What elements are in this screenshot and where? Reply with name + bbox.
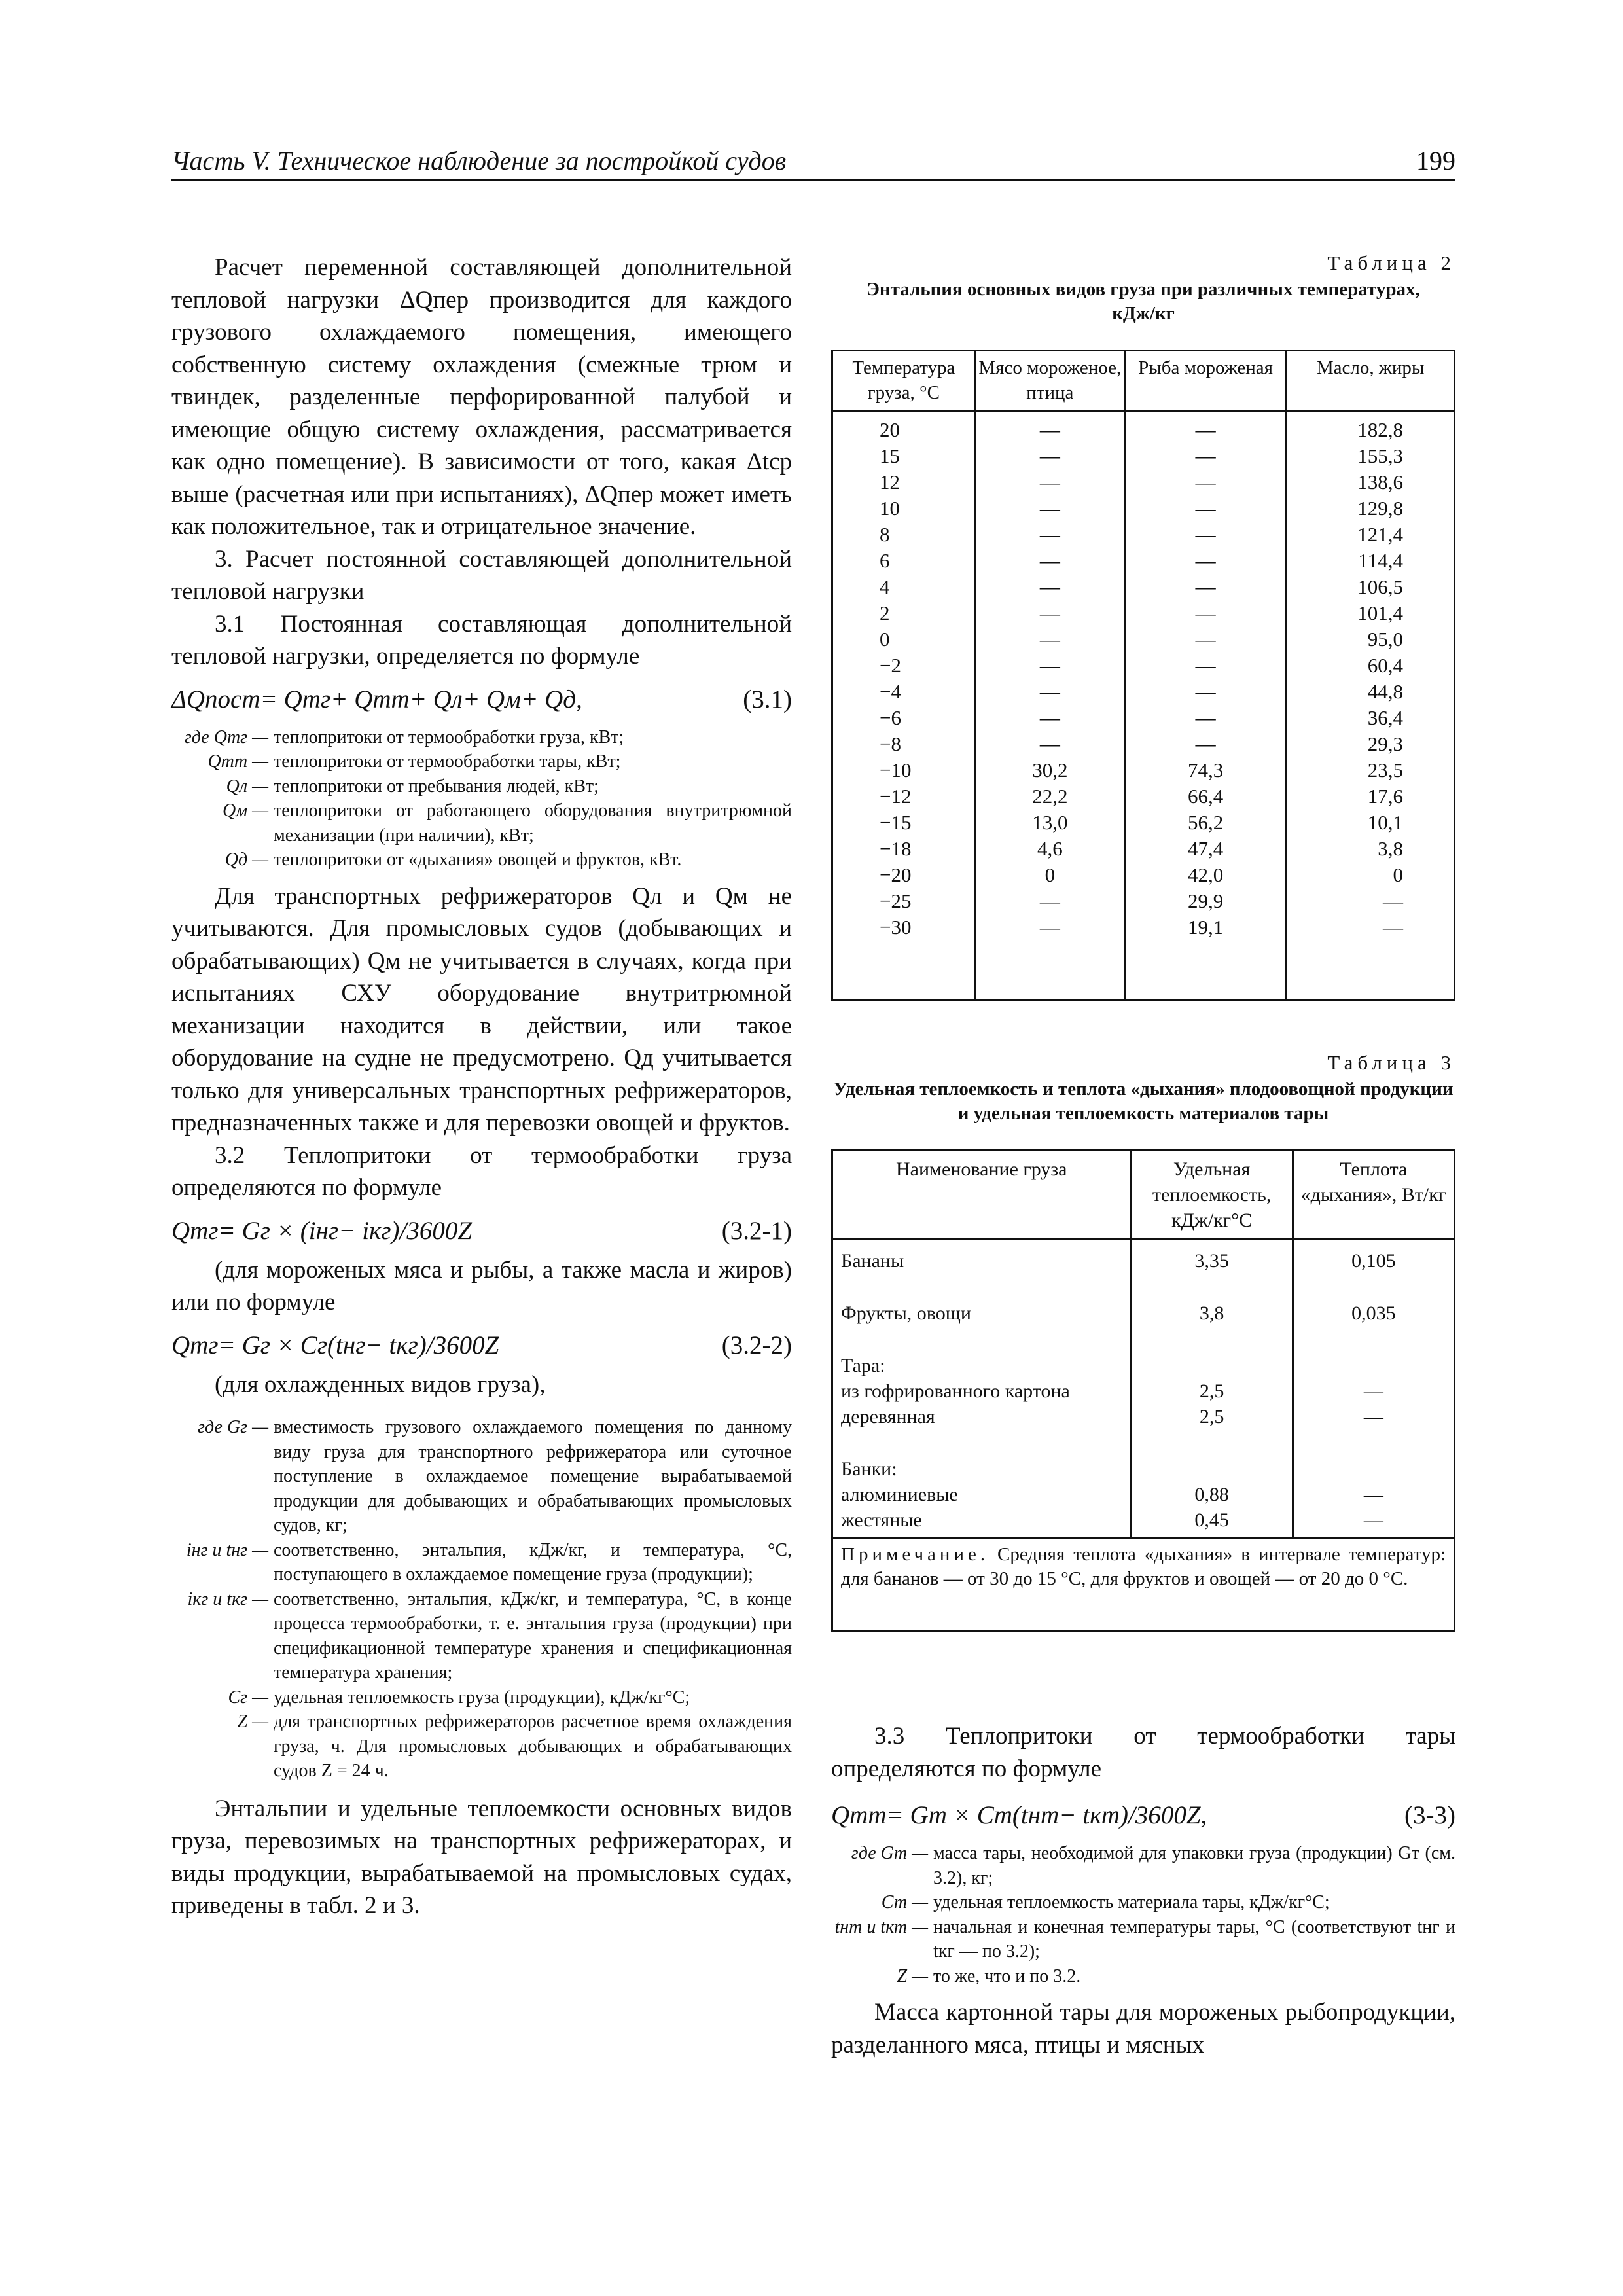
formula-3-2-1-number: (3.2-1) [721, 1216, 792, 1245]
table-3-note [832, 1538, 1455, 1632]
table-2-value-temp: 20 [880, 418, 900, 441]
definitions-3-2 [171, 1415, 792, 1784]
formula-3-2-2-number: (3.2-2) [721, 1331, 792, 1359]
table-2-value-meat: 22,2 [1032, 785, 1068, 808]
table-2-value-meat: — [1039, 471, 1060, 493]
definition-symbol: Qм — [223, 800, 268, 821]
table-3-label: Таблица 3 [1327, 1051, 1455, 1074]
definition-item [831, 1841, 1455, 1890]
table-2-block [831, 251, 1455, 1001]
table-2-value-temp: 2 [880, 601, 890, 624]
table-3-wood-resp: — [1363, 1406, 1383, 1427]
table-3-tin-resp: — [1363, 1509, 1383, 1531]
definition-text: теплопритоки от «дыхания» овощей и фруктов, кВт. [274, 850, 682, 870]
table-2-value-butter: 23,5 [1367, 759, 1403, 781]
table-3-header-respiration: Теплота «дыхания», Вт/кг [1293, 1151, 1454, 1240]
definition-item [831, 1964, 1455, 1989]
definition-symbol: где Qтг — [184, 726, 268, 747]
paragraph-chilled: (для охлажденных видов груза), [215, 1371, 546, 1398]
definition-text: теплопритоки от термообработки тары, кВт; [274, 751, 621, 772]
definition-symbol: Qл — [226, 776, 268, 797]
table-3-cell-resp [1293, 1240, 1454, 1538]
formula-3-2-2-body: Qтг= Gг × Cг(tнг− tкг)/3600Z [171, 1331, 499, 1359]
table-3-fruits-heat: 3,8 [1199, 1302, 1224, 1324]
table-2-value-fish: — [1195, 444, 1216, 467]
table-2-value-meat: 4,6 [1037, 837, 1063, 860]
table-2-value-temp: −18 [880, 837, 912, 860]
definition-text: масса тары, необходимой для упаковки груза (продукции) Gт (см. 3.2), кг; [933, 1843, 1455, 1888]
paragraph-3-2: 3.2 Теплопритоки от термообработки груза определяются по формуле [171, 1141, 792, 1201]
table-2-value-butter: 121,4 [1357, 523, 1403, 546]
table-2-value-butter: 3,8 [1378, 837, 1403, 860]
table-2-value-butter: 0 [1393, 863, 1403, 886]
definition-symbol: tнт и tкт — [834, 1916, 928, 1937]
table-3-note-label: Примечание. [841, 1544, 990, 1565]
table-3-bananas-heat: 3,35 [1194, 1250, 1229, 1272]
table-3-tin-name: жестяные [841, 1509, 922, 1531]
table-2-value-butter: — [1383, 889, 1403, 912]
definition-item [171, 725, 792, 750]
table-2-label: Таблица 2 [1327, 251, 1455, 274]
table-2-value-meat: — [1039, 549, 1060, 572]
table-2-value-meat: — [1039, 628, 1060, 651]
table-3-cell-heat [1131, 1240, 1293, 1538]
table-2-value-meat: — [1039, 706, 1060, 729]
table-2-col-butter [1287, 411, 1455, 1000]
header-divider [171, 179, 1455, 181]
table-2-value-fish: 56,2 [1187, 811, 1224, 834]
formula-3-2-1 [171, 1215, 792, 1247]
table-2-value-meat: — [1039, 916, 1060, 939]
definition-text: начальная и конечная температуры тары, °С (соответствуют tнг и tкг — по 3.2); [933, 1916, 1455, 1962]
table-3-wood-name: деревянная [841, 1406, 935, 1427]
definitions-3-1 [171, 725, 792, 872]
table-2-value-meat: — [1039, 889, 1060, 912]
definition-item [171, 749, 792, 774]
table-2-value-fish: — [1195, 471, 1216, 493]
table-2-value-meat: — [1039, 732, 1060, 755]
definition-text: то же, что и по 3.2. [933, 1965, 1081, 1986]
definitions-3-3 [831, 1841, 1455, 1988]
table-2-value-meat: 13,0 [1032, 811, 1068, 834]
table-2-value-temp: −4 [880, 680, 901, 703]
definition-symbol: Ст — [881, 1892, 928, 1912]
table-2-value-meat: — [1039, 523, 1060, 546]
table-2-value-fish: 19,1 [1187, 916, 1224, 939]
definition-text: соответственно, энтальпия, кДж/кг, и температура, °С, в конце процесса термообработки, т. е. энтальпия груза (продукции) при спецификационной температуре хранения и спецификационная температура хранения; [274, 1588, 792, 1683]
table-2-value-butter: 138,6 [1357, 471, 1403, 493]
header-title: Часть V. Техническое наблюдение за постройкой судов [171, 146, 787, 175]
table-2-value-meat: — [1039, 497, 1060, 520]
formula-3-3 [831, 1799, 1455, 1832]
definition-item [171, 1710, 792, 1784]
table-2-value-fish: — [1195, 680, 1216, 703]
table-2-value-temp: 15 [880, 444, 900, 467]
paragraph-carton-mass: Масса картонной тары для мороженых рыбопродукции, разделанного мяса, птицы и мясных [831, 1999, 1455, 2058]
table-3-carton-heat: 2,5 [1199, 1380, 1224, 1402]
section-3-heading: 3. Расчет постоянной составляющей дополнительной тепловой нагрузки [171, 545, 792, 605]
table-2-col-meat [975, 411, 1124, 1000]
table-2-col-fish [1124, 411, 1286, 1000]
definition-symbol: где Gг — [198, 1417, 268, 1437]
table-3-fruits-name: Фрукты, овощи [841, 1302, 971, 1324]
table-2-value-temp: −20 [880, 863, 912, 886]
table-3-cans-head: Банки: [841, 1458, 897, 1480]
table-2-value-butter: 10,1 [1367, 811, 1403, 834]
table-2-value-butter: 29,3 [1367, 732, 1403, 755]
formula-3-3-body: Qтт= Gт × Cт(tнт− tкт)/3600Z, [831, 1801, 1207, 1829]
definition-item [831, 1915, 1455, 1964]
definition-symbol: iкг и tкг — [187, 1588, 268, 1609]
running-header [171, 145, 1455, 185]
table-2-value-fish: — [1195, 601, 1216, 624]
paragraph-variable-load: Расчет переменной составляющей дополнительной тепловой нагрузки ΔQпер производится для каждого грузового охлаждаемого помещения, имеющего собственную систему охлаждения (смежные трюм и твиндек, разделенные перфорированной палубой и имеющие общую систему охлаждения, рассматривается как одно помещение). В зависимости от того, какая Δtср выше (расчетная или при испытаниях), ΔQпер может иметь как положительное, так и отрицательное значение. [171, 254, 792, 540]
table-2-value-meat: — [1039, 601, 1060, 624]
table-3-title: Удельная теплоемкость и теплота «дыхания» плодоовощной продукции и удельная теплоемкость материалов тары [833, 1079, 1454, 1124]
table-2-value-temp: 8 [880, 523, 890, 546]
definition-text: соответственно, энтальпия, кДж/кг, и температура, °С, поступающего в охлаждаемое помещение груза (продукции); [274, 1539, 792, 1585]
formula-3-2-2 [171, 1329, 792, 1362]
table-2-value-fish: — [1195, 575, 1216, 598]
definition-symbol: Z — [897, 1965, 928, 1986]
definition-symbol: Сг — [228, 1687, 268, 1708]
table-3-al-resp: — [1363, 1484, 1383, 1505]
table-3-carton-resp: — [1363, 1380, 1383, 1402]
definition-text: теплопритоки от пребывания людей, кВт; [274, 776, 599, 797]
table-2-value-butter: 36,4 [1367, 706, 1403, 729]
table-2-header-meat: Мясо мороженое, птица [975, 351, 1124, 411]
table-2-title: Энтальпия основных видов груза при различных температурах, кДж/кг [866, 279, 1420, 324]
table-2-value-temp: −12 [880, 785, 912, 808]
page-number: 199 [1416, 146, 1455, 175]
formula-3-1-body: ΔQпост= Qтг+ Qтт+ Qл+ Qм+ Qд, [171, 685, 582, 713]
right-column-bottom [831, 1720, 1455, 2061]
table-2-value-butter: 95,0 [1367, 628, 1403, 651]
table-3-al-heat: 0,88 [1194, 1484, 1229, 1505]
table-2-value-meat: — [1039, 444, 1060, 467]
table-2-value-butter: 44,8 [1367, 680, 1403, 703]
table-2-value-fish: 66,4 [1187, 785, 1224, 808]
table-3-cell-names [832, 1240, 1131, 1538]
definition-item [171, 1685, 792, 1710]
table-2-col-temp [832, 411, 976, 1000]
table-2-value-temp: 10 [880, 497, 900, 520]
definition-text: теплопритоки от термообработки груза, кВт; [274, 726, 624, 747]
table-2-value-meat: — [1039, 680, 1060, 703]
formula-3-1-number: (3.1) [743, 685, 792, 713]
table-3-tin-heat: 0,45 [1194, 1509, 1229, 1531]
table-2-value-fish: 29,9 [1187, 889, 1224, 912]
table-2-value-fish: — [1195, 732, 1216, 755]
table-3-block [831, 1051, 1455, 1632]
definition-item [171, 798, 792, 848]
table-3-fruits-resp: 0,035 [1351, 1302, 1396, 1324]
table-2-value-fish: — [1195, 654, 1216, 677]
table-2-value-temp: −8 [880, 732, 901, 755]
table-2-value-temp: −2 [880, 654, 901, 677]
table-2-value-temp: 6 [880, 549, 890, 572]
table-2-value-butter: 114,4 [1358, 549, 1403, 572]
definition-item [171, 774, 792, 799]
table-2-value-fish: — [1195, 523, 1216, 546]
table-2-value-fish: 42,0 [1187, 863, 1224, 886]
table-2-value-temp: −6 [880, 706, 901, 729]
definition-text: теплопритоки от работающего оборудования внутритрюмной механизации (при наличии), кВт; [274, 800, 792, 846]
definition-item [171, 1587, 792, 1685]
table-2-value-fish: — [1195, 706, 1216, 729]
definition-symbol: iнг и tнг — [186, 1539, 268, 1560]
table-2-value-fish: — [1195, 497, 1216, 520]
table-2-value-butter: 182,8 [1357, 418, 1403, 441]
table-2-value-butter: 129,8 [1357, 497, 1403, 520]
table-2-value-fish: 47,4 [1187, 837, 1224, 860]
definition-item [831, 1890, 1455, 1915]
paragraph-3-3: 3.3 Теплопритоки от термообработки тары определяются по формуле [831, 1723, 1455, 1782]
definition-symbol: Qтт — [207, 751, 268, 772]
table-3-carton-name: из гофрированного картона [841, 1380, 1070, 1402]
table-2-value-butter: 155,3 [1357, 444, 1403, 467]
definition-text: для транспортных рефрижераторов расчетное время охлаждения груза, ч. Для промысловых добывающих и обрабатывающих судов Z = 24 ч. [274, 1712, 792, 1781]
definition-item [171, 1415, 792, 1538]
table-2-header-temp: Температура груза, °С [832, 351, 976, 411]
table-3-wood-heat: 2,5 [1199, 1406, 1224, 1427]
table-3-note-text: Средняя теплота «дыхания» в интервале температур: для бананов — от 30 до 15 °С, для фруктов и овощей — от 20 до 0 °С. [841, 1544, 1446, 1589]
table-3-bananas-resp: 0,105 [1351, 1250, 1396, 1272]
table-3 [831, 1149, 1455, 1632]
table-3-header-name: Наименование груза [832, 1151, 1131, 1240]
paragraph-frozen: (для мороженых мяса и рыбы, а также масла и жиров) или по формуле [171, 1256, 792, 1316]
definition-text: удельная теплоемкость материала тары, кДж/кг°С; [933, 1892, 1330, 1912]
table-2-value-temp: 4 [880, 575, 890, 598]
table-2-value-temp: 12 [880, 471, 900, 493]
left-column [171, 251, 792, 1922]
table-2-value-butter: 106,5 [1357, 575, 1403, 598]
table-2-value-temp: −15 [880, 811, 912, 834]
table-2-value-temp: −25 [880, 889, 912, 912]
table-2-value-butter: 60,4 [1367, 654, 1403, 677]
table-2-value-meat: 30,2 [1032, 759, 1068, 781]
formula-3-2-1-body: Qтг= Gг × (iнг− iкг)/3600Z [171, 1216, 473, 1245]
table-2-value-temp: 0 [880, 628, 890, 651]
paragraph-transport: Для транспортных рефрижераторов Qл и Qм не учитываются. Для промысловых судов (добывающих и обрабатывающих) Qм не учитывается в случаях, когда при испытаниях СХУ оборудование внутритрюмной механизации находится в действии, или такое оборудование на судне не предусмотрено. Qд учитывается только для универсальных транспортных рефрижераторов, предназначенных также и для перевозки овощей и фруктов. [171, 882, 792, 1136]
table-2-value-meat: — [1039, 575, 1060, 598]
table-2-value-fish: — [1195, 549, 1216, 572]
table-2-value-fish: 74,3 [1187, 759, 1224, 781]
table-2 [831, 350, 1455, 1001]
table-2-value-temp: −10 [880, 759, 912, 781]
table-2-value-fish: — [1195, 628, 1216, 651]
formula-3-1 [171, 683, 792, 716]
definition-symbol: Qд — [224, 850, 268, 870]
table-2-header-butter: Масло, жиры [1287, 351, 1455, 411]
table-2-value-butter: 17,6 [1367, 785, 1403, 808]
definition-symbol: Z — [237, 1712, 268, 1732]
formula-3-3-number: (3-3) [1404, 1801, 1455, 1829]
table-3-header-heat-capacity: Удельная теплоемкость, кДж/кг°С [1131, 1151, 1293, 1240]
paragraph-enthalpy: Энтальпии и удельные теплоемкости основных видов груза, перевозимых на транспортных рефрижераторах, и виды продукции, вырабатываемой на промысловых судах, приведены в табл. 2 и 3. [171, 1795, 792, 1919]
table-2-value-fish: — [1195, 418, 1216, 441]
table-3-al-name: алюминиевые [841, 1484, 958, 1505]
table-2-value-meat: — [1039, 654, 1060, 677]
table-3-tara-head: Тара: [841, 1355, 885, 1376]
table-3-bananas-name: Бананы [841, 1250, 904, 1272]
table-2-header-fish: Рыба мороженая [1124, 351, 1286, 411]
definition-text: удельная теплоемкость груза (продукции), кДж/кг°С; [274, 1687, 690, 1708]
table-2-value-temp: −30 [880, 916, 912, 939]
definition-item [171, 848, 792, 872]
definition-item [171, 1538, 792, 1587]
definition-symbol: где Gт — [851, 1843, 928, 1863]
table-2-value-meat: 0 [1044, 863, 1056, 886]
table-2-value-butter: 101,4 [1357, 601, 1403, 624]
definition-text: вместимость грузового охлаждаемого помещения по данному виду груза для транспортного рефрижератора или суточное поступление в охлаждаемое помещение вырабатываемой продукции для добывающих и обрабатывающих промысловых судов, кг; [274, 1417, 792, 1535]
table-2-value-meat: — [1039, 418, 1060, 441]
table-2-value-butter: — [1383, 916, 1403, 939]
paragraph-3-1: 3.1 Постоянная составляющая дополнительной тепловой нагрузки, определяется по формуле [171, 610, 792, 670]
